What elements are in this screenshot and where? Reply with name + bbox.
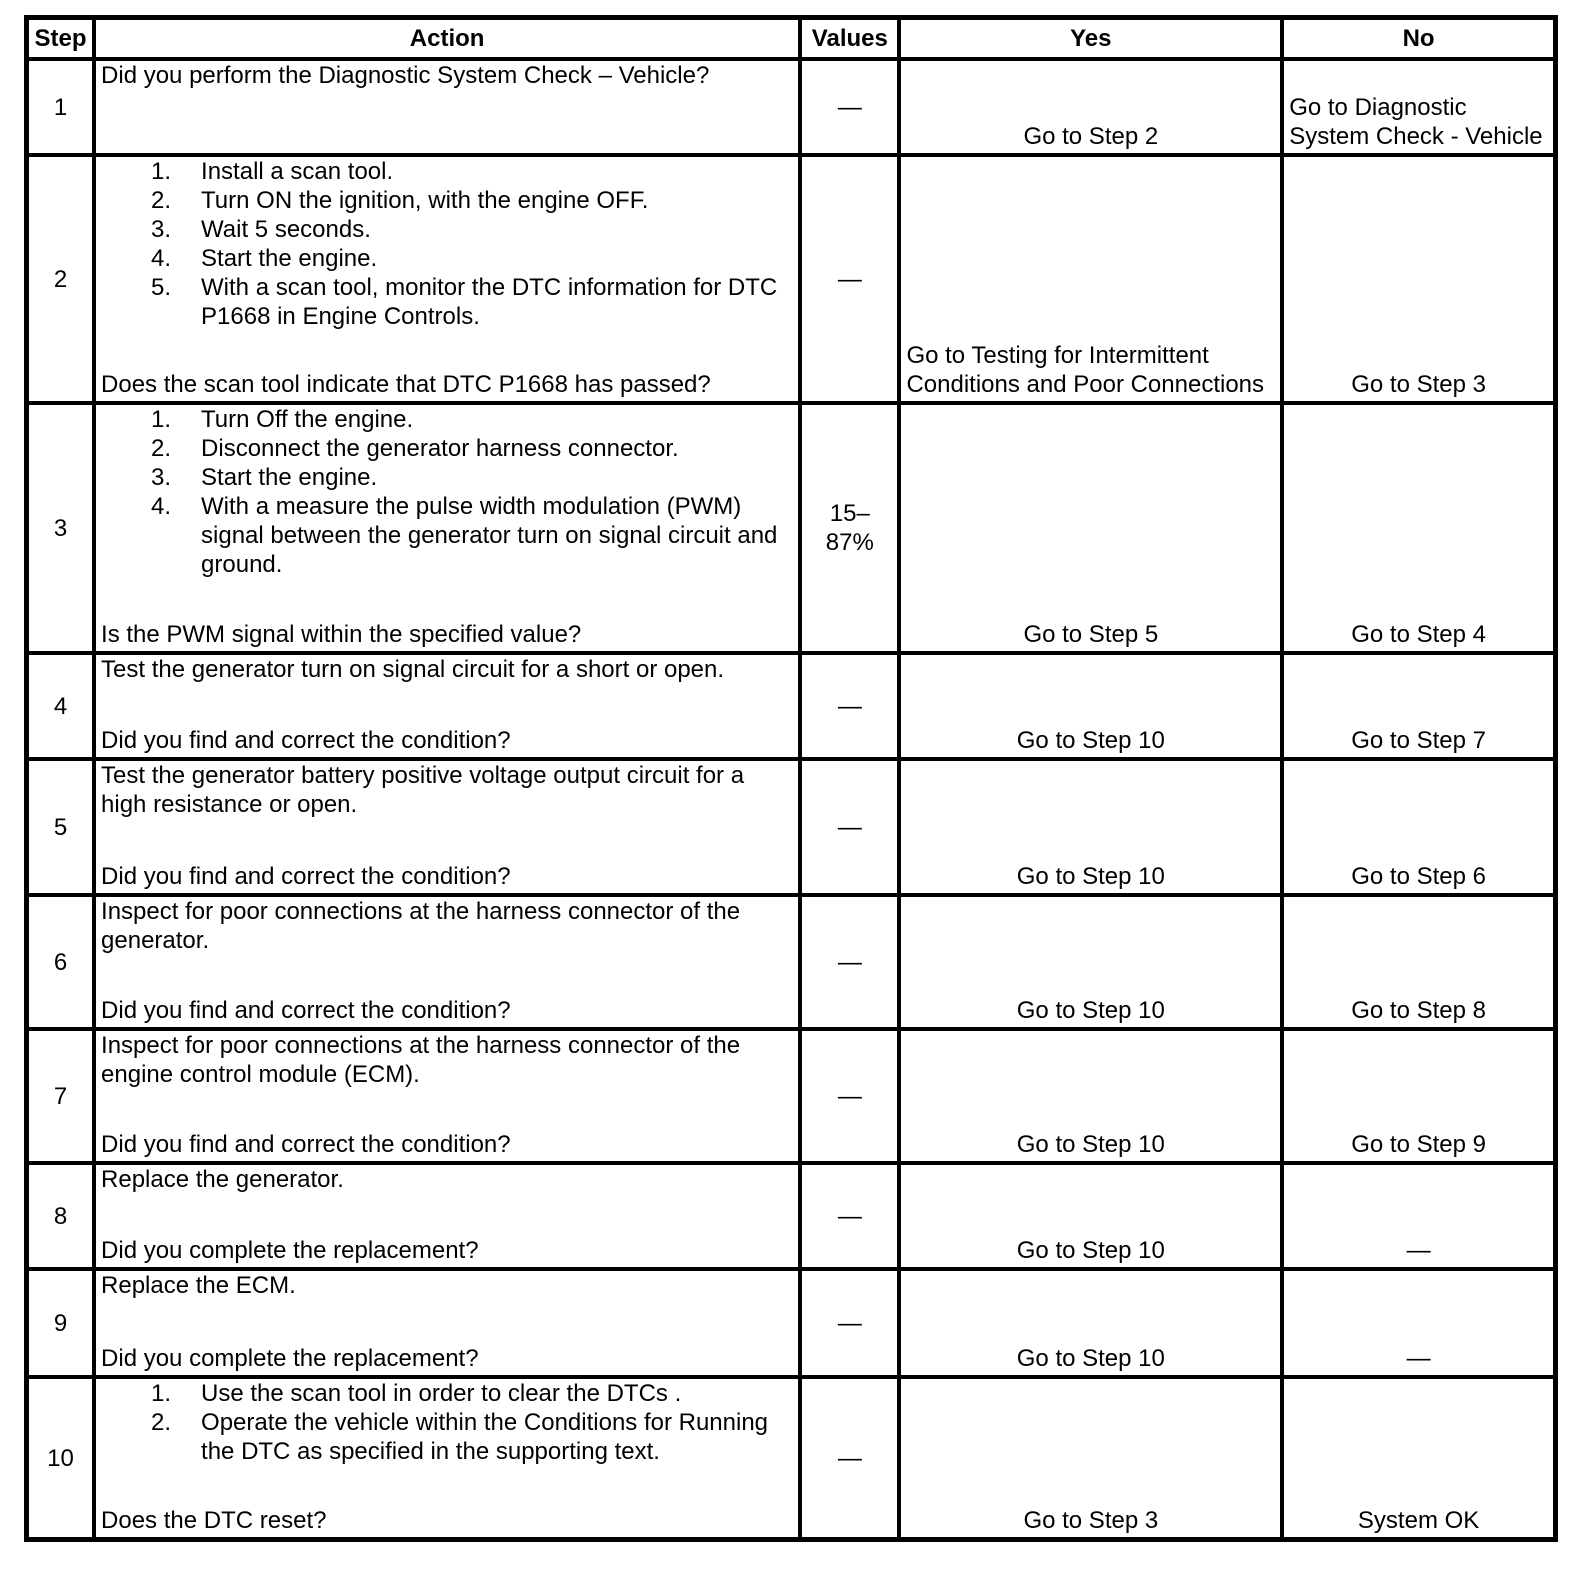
table-row: [27, 653, 1556, 759]
action-question: Does the DTC reset?: [101, 1507, 327, 1534]
action-body: [101, 1271, 793, 1300]
values-cell: —: [800, 1377, 899, 1540]
list-item: [151, 492, 793, 579]
substep-number: 2.: [151, 187, 172, 214]
action-question: Did you complete the replacement?: [101, 1237, 479, 1264]
step-number: 6: [27, 895, 95, 1029]
substep-text: Turn ON the ignition, with the engine OFF.: [201, 187, 649, 214]
list-item: [151, 157, 793, 186]
substep-list: [101, 157, 793, 331]
yes-cell: Go to Step 10: [899, 653, 1282, 759]
action-text: Inspect for poor connections at the harness connector of the generator.: [101, 898, 741, 954]
substep-number: 1.: [151, 1380, 172, 1407]
action-question: Did you find and correct the condition?: [101, 1131, 511, 1158]
action-question: Did you find and correct the condition?: [101, 727, 511, 754]
step-number: 10: [27, 1377, 95, 1540]
no-cell: Go to Step 7: [1282, 653, 1555, 759]
substep-number: 3.: [151, 464, 172, 491]
substep-number: 3.: [151, 216, 172, 243]
no-cell: Go to Diagnostic System Check - Vehicle: [1282, 59, 1555, 155]
yes-cell: Go to Testing for Intermittent Conditions and Poor Connections: [899, 155, 1282, 403]
no-cell: Go to Step 4: [1282, 403, 1555, 653]
step-number: 4: [27, 653, 95, 759]
table-row: [27, 895, 1556, 1029]
action-question: Did you find and correct the condition?: [101, 863, 511, 890]
list-item: [151, 1379, 793, 1408]
list-item: [151, 186, 793, 215]
action-body: [101, 61, 793, 90]
substep-text: Disconnect the generator harness connector.: [201, 435, 679, 462]
no-cell: —: [1282, 1163, 1555, 1269]
substep-list: [101, 1379, 793, 1466]
no-cell: System OK: [1282, 1377, 1555, 1540]
values-cell: —: [800, 895, 899, 1029]
action-text: Did you perform the Diagnostic System Check – Vehicle?: [101, 62, 710, 89]
list-item: [151, 273, 793, 331]
step-number: 9: [27, 1269, 95, 1377]
values-cell: —: [800, 155, 899, 403]
table-row: [27, 759, 1556, 895]
values-cell: —: [800, 59, 899, 155]
action-body: [101, 157, 793, 331]
action-body: [101, 1031, 793, 1089]
substep-number: 1.: [151, 406, 172, 433]
action-cell: [94, 1163, 800, 1269]
table-row: [27, 155, 1556, 403]
action-body: [101, 1165, 793, 1194]
table-row: [27, 59, 1556, 155]
action-content: [101, 1379, 793, 1535]
no-cell: —: [1282, 1269, 1555, 1377]
table-row: [27, 1377, 1556, 1540]
yes-cell: Go to Step 5: [899, 403, 1282, 653]
table-row: [27, 403, 1556, 653]
action-text: Inspect for poor connections at the harness connector of the engine control module (ECM).: [101, 1032, 741, 1088]
action-body: [101, 655, 793, 684]
header-action: Action: [94, 18, 800, 60]
action-body: [101, 405, 793, 579]
values-cell: —: [800, 1163, 899, 1269]
no-cell: Go to Step 9: [1282, 1029, 1555, 1163]
substep-text: Start the engine.: [201, 245, 378, 272]
action-cell: [94, 403, 800, 653]
action-cell: [94, 1269, 800, 1377]
table-body: [27, 59, 1556, 1540]
action-question: Did you complete the replacement?: [101, 1345, 479, 1372]
action-cell: [94, 1377, 800, 1540]
values-cell: —: [800, 1269, 899, 1377]
action-content: [101, 897, 793, 1025]
action-text: Test the generator turn on signal circuit for a short or open.: [101, 656, 725, 683]
action-content: [101, 1271, 793, 1373]
action-text: Replace the generator.: [101, 1166, 344, 1193]
action-body: [101, 761, 793, 819]
action-text: Replace the ECM.: [101, 1272, 296, 1299]
substep-text: Start the engine.: [201, 464, 378, 491]
action-cell: [94, 1029, 800, 1163]
list-item: [151, 244, 793, 273]
list-item: [151, 405, 793, 434]
action-content: [101, 157, 793, 399]
list-item: [151, 215, 793, 244]
yes-cell: Go to Step 10: [899, 1029, 1282, 1163]
substep-list: [101, 405, 793, 579]
table-row: [27, 1029, 1556, 1163]
step-number: 3: [27, 403, 95, 653]
table-row: [27, 1269, 1556, 1377]
yes-cell: Go to Step 10: [899, 1163, 1282, 1269]
step-number: 2: [27, 155, 95, 403]
action-content: [101, 761, 793, 891]
substep-number: 1.: [151, 158, 172, 185]
action-cell: [94, 653, 800, 759]
step-number: 5: [27, 759, 95, 895]
action-text: Test the generator battery positive voltage output circuit for a high resistance or open.: [101, 762, 745, 818]
action-body: [101, 1379, 793, 1466]
yes-cell: Go to Step 10: [899, 759, 1282, 895]
step-number: 1: [27, 59, 95, 155]
action-cell: [94, 155, 800, 403]
yes-cell: Go to Step 3: [899, 1377, 1282, 1540]
values-cell: —: [800, 1029, 899, 1163]
action-cell: [94, 895, 800, 1029]
substep-text: Use the scan tool in order to clear the DTCs .: [201, 1380, 682, 1407]
yes-cell: Go to Step 10: [899, 895, 1282, 1029]
substep-number: 2.: [151, 435, 172, 462]
substep-text: With a measure the pulse width modulation (PWM) signal between the generator turn on signal circuit and ground.: [201, 493, 778, 578]
header-step: Step: [27, 18, 95, 60]
values-cell: 15–87%: [800, 403, 899, 653]
step-number: 7: [27, 1029, 95, 1163]
substep-number: 2.: [151, 1409, 172, 1436]
action-content: [101, 655, 793, 755]
no-cell: Go to Step 3: [1282, 155, 1555, 403]
list-item: [151, 463, 793, 492]
list-item: [151, 1408, 793, 1466]
action-cell: [94, 759, 800, 895]
no-cell: Go to Step 6: [1282, 759, 1555, 895]
action-content: [101, 61, 793, 151]
substep-text: Operate the vehicle within the Conditions for Running the DTC as specified in the supporting text.: [201, 1409, 769, 1465]
substep-number: 4.: [151, 245, 172, 272]
action-question: Is the PWM signal within the specified value?: [101, 621, 582, 648]
diagnostic-table: [24, 15, 1558, 1542]
values-cell: —: [800, 653, 899, 759]
action-cell: [94, 59, 800, 155]
action-content: [101, 1031, 793, 1159]
substep-text: With a scan tool, monitor the DTC information for DTC P1668 in Engine Controls.: [201, 274, 778, 330]
action-question: Did you find and correct the condition?: [101, 997, 511, 1024]
values-cell: —: [800, 759, 899, 895]
action-content: [101, 1165, 793, 1265]
header-yes: Yes: [899, 18, 1282, 60]
yes-cell: Go to Step 2: [899, 59, 1282, 155]
substep-text: Turn Off the engine.: [201, 406, 414, 433]
action-content: [101, 405, 793, 649]
substep-number: 5.: [151, 274, 172, 301]
header-row: [27, 18, 1556, 60]
list-item: [151, 434, 793, 463]
step-number: 8: [27, 1163, 95, 1269]
header-values: Values: [800, 18, 899, 60]
no-cell: Go to Step 8: [1282, 895, 1555, 1029]
substep-text: Install a scan tool.: [201, 158, 394, 185]
yes-cell: Go to Step 10: [899, 1269, 1282, 1377]
substep-text: Wait 5 seconds.: [201, 216, 371, 243]
action-question: Does the scan tool indicate that DTC P1668 has passed?: [101, 371, 711, 398]
action-body: [101, 897, 793, 955]
header-no: No: [1282, 18, 1555, 60]
substep-number: 4.: [151, 493, 172, 520]
table-row: [27, 1163, 1556, 1269]
